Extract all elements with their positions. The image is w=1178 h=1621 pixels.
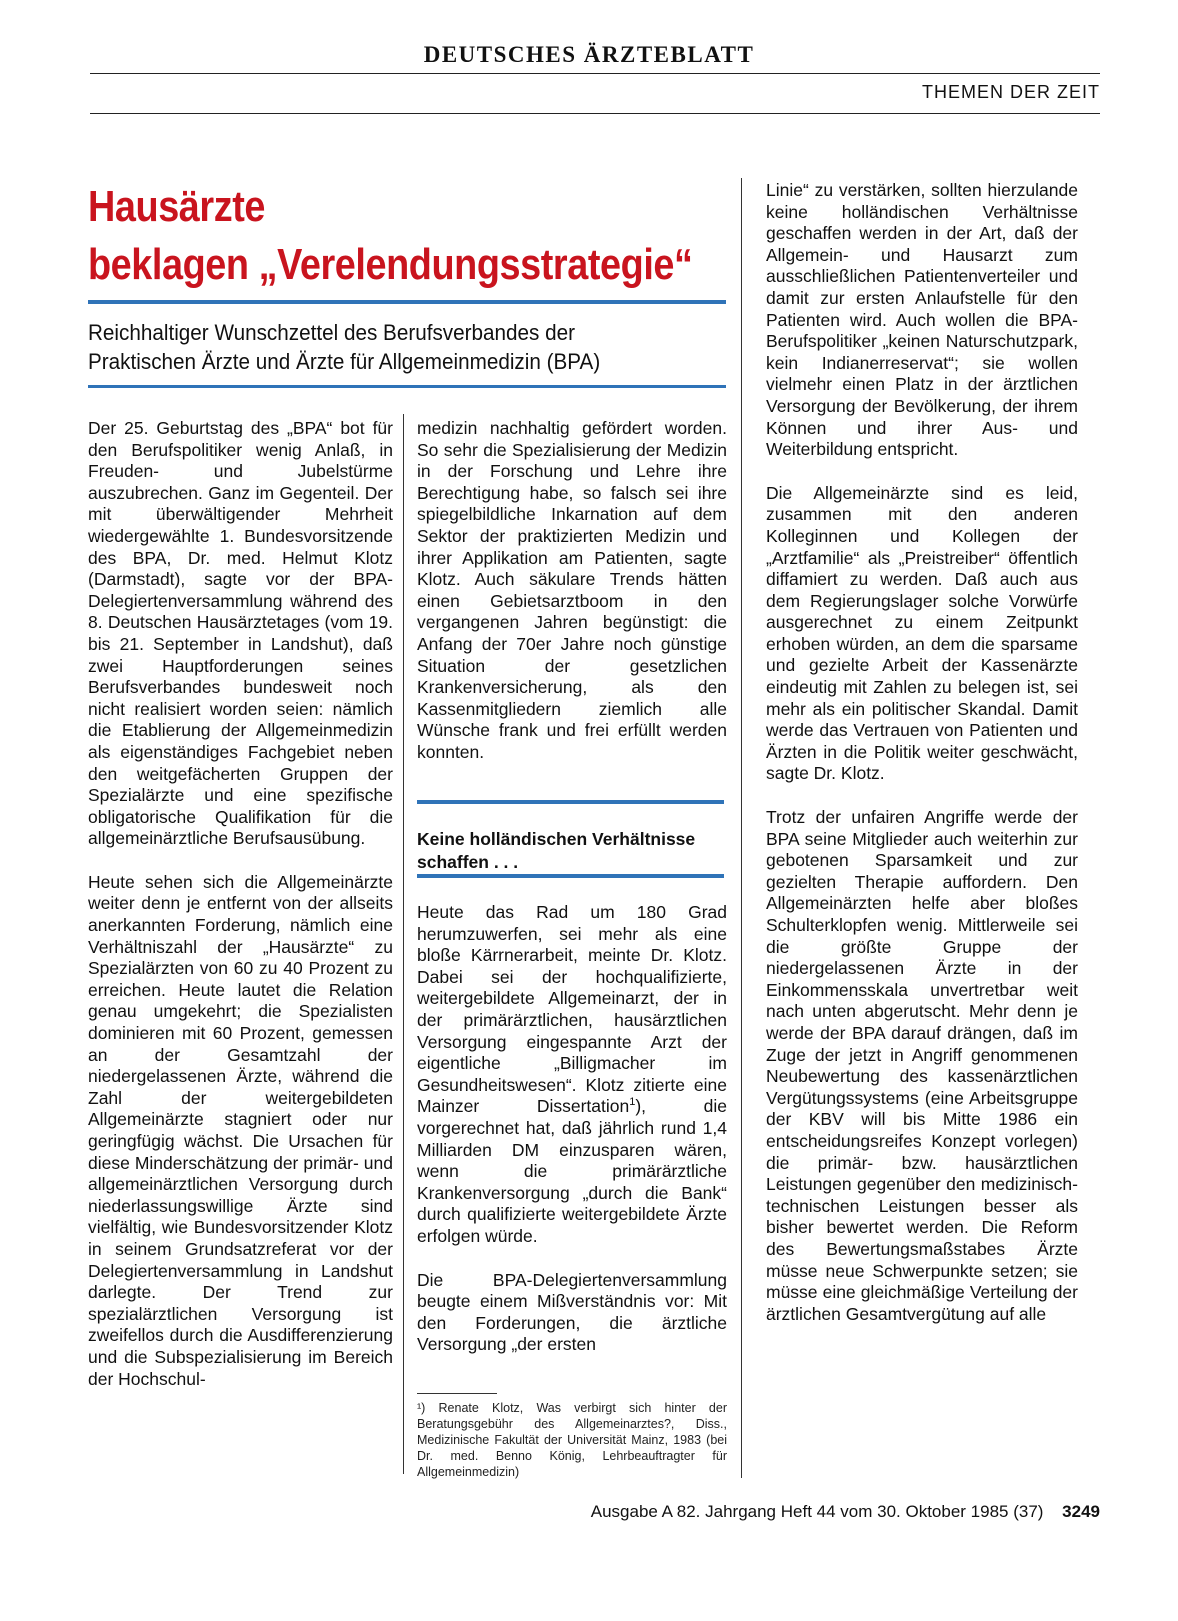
col2-paragraph-2-part-a: Heute das Rad um 180 Grad herumzuwerfen, sei mehr als eine bloße Kärrnerarbeit, meinte Dr. Klotz. Dabei sei der hochqualifizierte, weitergebildete Allgemeinarzt, der in der primärärztlichen, hausärztlichen Versorgung eingespannte Arzt der eigentliche „Billigmacher im Gesundheitswesen“. Klotz zitierte eine Mainzer Dissertation [417,902,727,1117]
headline-blue-rule [88,300,726,304]
subhead-blue-rule-top [417,800,724,804]
headline [88,178,693,294]
col3-paragraph-1: Linie“ zu verstärken, sollten hierzulande keine holländischen Verhältnisse geschaffen werden in der Art, daß der Allgemein- und Hausarzt zum ausschließlichen Patientenverteiler und damit zur ersten Anlaufstelle für den Patienten wird. Auch wollen die BPA-Berufspolitiker „keinen Naturschutzpark, kein Indianerreservat“; sie wollen vielmehr einen Platz in der ärztlichen Versorgung der Bevölkerung, der ihrem Können und ihrer Aus- und Weiterbildung entspricht. [766,180,1078,460]
subheading: Keine holländischen Verhältnisse schaffen . . . [417,829,696,872]
column-2 [417,418,727,786]
section-label: THEMEN DER ZEIT [921,82,1100,102]
col2-paragraph-2-part-b: ), die vorgerechnet hat, daß jährlich rund 1,4 Milliarden DM einzusparen wären, wenn die primärärztliche Krankenversorgung „durch die Bank“ durch qualifizierte weitergebildete Ärzte erfolgen würde. [417,1096,727,1246]
headline-line-1: Hausärzte [88,182,265,231]
section-rule [90,113,1100,114]
subtitle-blue-rule [88,385,726,388]
column-1 [88,418,393,1412]
col3-paragraph-2: Die Allgemeinärzte sind es leid, zusammen mit den anderen Kolleginnen und Kollegen der „Arztfamilie“ als „Preistreiber“ öffentlich diffamiert zu werden. Daß auch aus dem Regierungslager solche Vorwürfe ausgerechnet zu einem Zeitpunkt erhoben würden, an dem die sparsame und gezielte Arbeit der Kassenärzte eindeutig mit Zahlen zu belegen ist, sei mehr als ein politischer Skandal. Damit werde das Vertrauen von Patienten und Ärzten in die Politik weiter geschwächt, sagte Dr. Klotz. [766,482,1078,784]
subtitle-line-1: Reichhaltiger Wunschzettel des Berufsverbandes der [88,320,576,345]
footnote-reference: 1 [629,1096,636,1109]
subtitle-line-2: Praktischen Ärzte und Ärzte für Allgemeinmedizin (BPA) [88,349,601,374]
col2-paragraph-2 [417,902,727,1248]
footnote-rule [417,1393,497,1394]
headline-line-2: beklagen „Verelendungsstrategie“ [88,240,693,289]
column-divider-2 [741,178,742,1478]
col2-paragraph-1: medizin nachhaltig gefördert worden. So sehr die Spezialisierung der Medizin in der Forschung und Lehre ihre Berechtigung habe, so falsch sei ihre spiegelbildliche Inkarnation auf dem Sektor der praktizierten Medizin und ihrer Applikation am Patienten, sagte Klotz. Auch säkulare Trends hätten einen Gebietsarztboom in den vergangenen Jahren begünstigt: die Anfang der 70er Jahre noch günstige Situation der gesetzlichen Krankenversicherung, als den Kassenmitgliedern ziemlich alle Wünsche frank und frei erfüllt werden konnten. [417,418,727,762]
col2-paragraph-3: Die BPA-Delegiertenversammlung beugte einem Mißverständnis vor: Mit den Forderungen, die ärztliche Versorgung „der ersten [417,1269,727,1355]
page-footer [591,1502,1100,1522]
col1-paragraph-1: Der 25. Geburtstag des „BPA“ bot für den Berufspolitiker wenig Anlaß, in Freuden- und Jubelstürme auszubrechen. Ganz im Gegenteil. Der mit überwältigender Mehrheit wiedergewählte 1. Bundesvorsitzende des BPA, Dr. med. Helmut Klotz (Darmstadt), sagte vor der BPA-Delegiertenversammlung während des 8. Deutschen Hausärztetages (vom 19. bis 21. September in Landshut), daß zwei Hauptforderungen seines Berufsverbandes bundesweit noch nicht realisiert worden seien: nämlich die Etablierung der Allgemeinmedizin als eigenständiges Fachgebiet neben den weitgefächerten Gruppen der Spezialärzte und eine spezifische obligatorische Qualifikation für die allgemeinärztliche Berufsausübung. [88,418,393,849]
subtitle [88,318,708,376]
footnote: ¹) Renate Klotz, Was verbirgt sich hinter der Beratungsgebühr des Allgemeinarztes?, Diss., Medizinische Fakultät der Universität Mainz, 1983 (bei Dr. med. Benno König, Lehrbeauftragter für Allgemeinmedizin) [417,1401,727,1479]
issue-info: Ausgabe A 82. Jahrgang Heft 44 vom 30. Oktober 1985 (37) [590,1502,1044,1521]
masthead: DEUTSCHES ÄRZTEBLATT [423,42,755,67]
subhead-blue-rule-bottom [417,874,724,878]
column-3 [766,180,1078,1347]
column-divider-1 [403,414,404,1474]
masthead-rule [90,73,1100,74]
col1-paragraph-2: Heute sehen sich die Allgemeinärzte weiter denn je entfernt von der allseits anerkannten Forderung, nämlich eine Verhältniszahl der „Hausärzte“ zu Spezialärzten von 60 zu 40 Prozent zu erreichen. Heute lautet die Relation genau umgekehrt; die Spezialisten dominieren mit 60 Prozent, gemessen an der Gesamtzahl der niedergelassenen Ärzte, während die Zahl der weitergebildeten Allgemeinärzte stagniert oder nur geringfügig wächst. Die Ursachen für diese Minderschätzung der primär- und allgemeinärztlichen Versorgung durch niederlassungswillige Ärzte sind vielfältig, wie Bundesvorsitzender Klotz in seinem Grundsatzreferat vor der Delegiertenversammlung in Landshut darlegte. Der Trend zur spezialärztlichen Versorgung ist zweifellos durch die Ausdifferenzierung und die Subspezialisierung im Bereich der Hochschul- [88,871,393,1389]
column-2-continued [417,902,727,1378]
page-number: 3249 [1062,1502,1100,1521]
col3-paragraph-3: Trotz der unfairen Angriffe werde der BPA seine Mitglieder auch weiterhin zur gebotenen Sparsamkeit und zur gezielten Therapie auffordern. Den Allgemeinärzten helfe aber bloßes Schulterklopfen wenig. Mittlerweile sei die größte Gruppe der niedergelassenen Ärzte in der Einkommensskala unvertretbar weit nach unten abgerutscht. Mehr denn je werde der BPA darauf drängen, daß im Zuge der jetzt in Angriff genommenen Neubewertung des kassenärztlichen Vergütungssystems (eine Arbeitsgruppe der KBV will bis Mitte 1986 ein entscheidungsreifes Konzept vorlegen) die primär- bzw. hausärztlichen Leistungen gegenüber den medizinisch-technischen Leistungen besser als bisher bewertet werden. Die Reform des Bewertungsmaßstabes Ärzte müsse neue Schwerpunkte setzen; sie müsse eine gleichmäßige Verteilung der ärztlichen Gesamtvergütung auf alle [766,807,1078,1324]
